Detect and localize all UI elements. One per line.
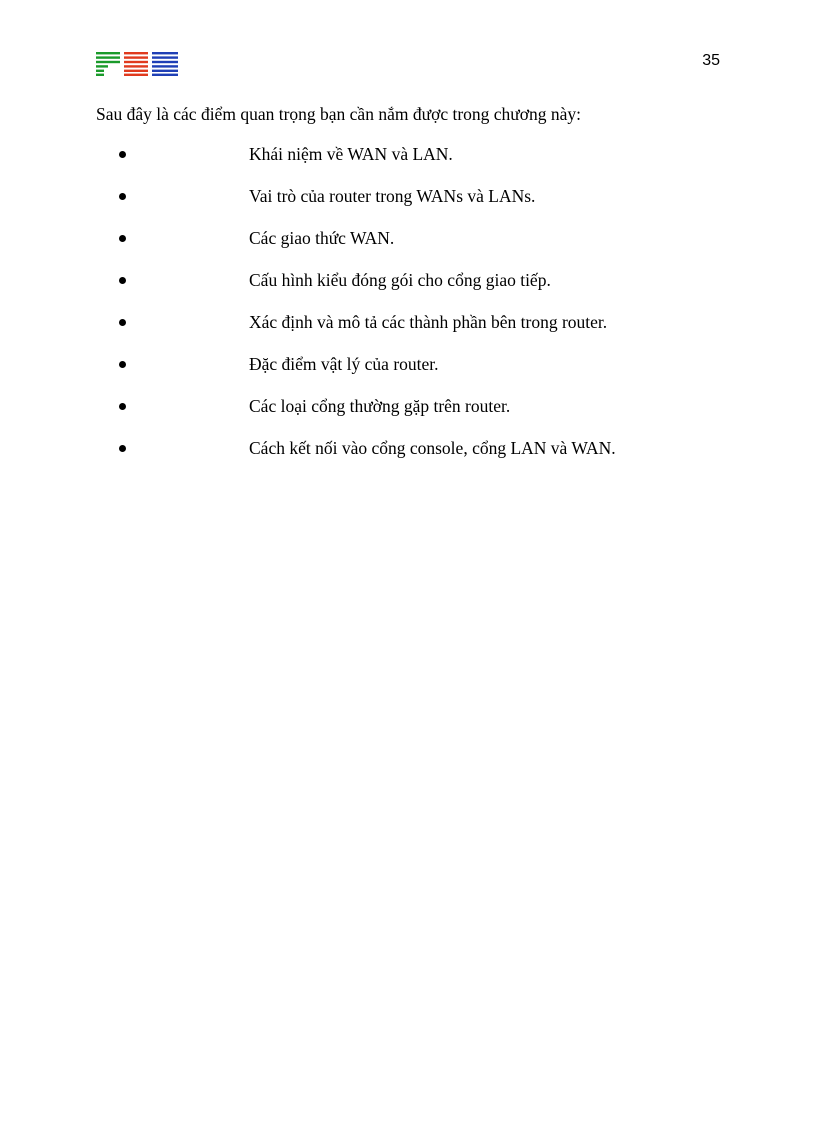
- page-number: 35: [702, 52, 720, 69]
- bullet-icon: [119, 403, 126, 410]
- list-item-text: Các giao thức WAN.: [249, 228, 395, 248]
- bullet-icon: [119, 193, 126, 200]
- bullet-icon: [119, 235, 126, 242]
- list-item: [0, 314, 720, 356]
- list-item-text: Cấu hình kiểu đóng gói cho cổng giao tiếp.: [249, 270, 551, 290]
- list-item: [0, 230, 720, 272]
- bullet-icon: [119, 361, 126, 368]
- list-item-text: Vai trò của router trong WANs và LANs.: [249, 186, 536, 206]
- list-item: [0, 188, 720, 230]
- list-item-text: Khái niệm về WAN và LAN.: [249, 144, 453, 164]
- list-item: [0, 356, 720, 398]
- bullet-icon: [119, 445, 126, 452]
- list-item: [0, 398, 720, 440]
- list-item: [0, 440, 720, 482]
- intro-paragraph: Sau đây là các điểm quan trọng bạn cần nắm được trong chương này:: [96, 104, 582, 124]
- list-item: [0, 146, 720, 188]
- list-item-text: Cách kết nối vào cổng console, cổng LAN và WAN.: [249, 438, 616, 458]
- list-item-text: Xác định và mô tả các thành phần bên trong router.: [249, 312, 608, 332]
- bullet-icon: [119, 319, 126, 326]
- logo-letter-h: [152, 52, 178, 76]
- logo-letter-p: [96, 52, 120, 76]
- list-item-text: Đặc điểm vật lý của router.: [249, 354, 439, 374]
- bullet-icon: [119, 277, 126, 284]
- bullet-icon: [119, 151, 126, 158]
- logo-letter-n: [124, 52, 148, 76]
- bullet-list: [0, 146, 720, 482]
- list-item-text: Các loại cổng thường gặp trên router.: [249, 396, 511, 416]
- list-item: [0, 272, 720, 314]
- pnh-logo: [96, 52, 178, 76]
